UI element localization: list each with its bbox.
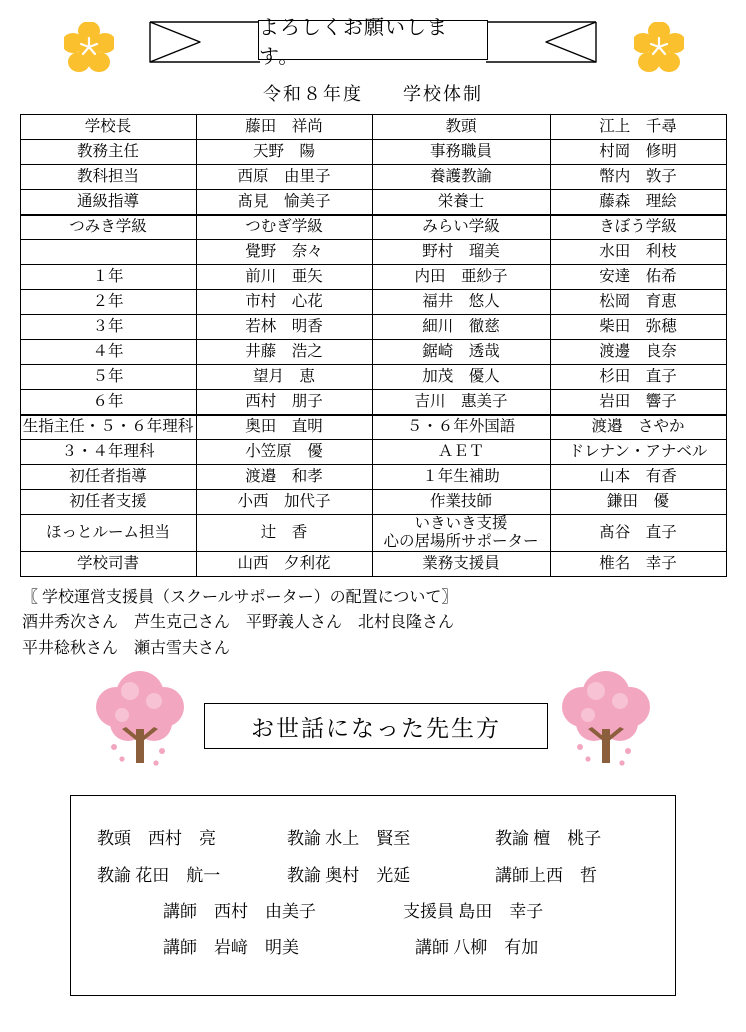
table-cell: いきいき支援 心の居場所サポーター [372, 515, 550, 552]
teacher-name: 講師 岩﨑 明美 [163, 937, 299, 957]
plum-blossom-icon [64, 22, 114, 72]
table-cell: 野村 瑠美 [372, 240, 550, 265]
note-line-2: 酒井秀次さん 芦生克己さん 平野義人さん 北村良隆さん [22, 614, 455, 632]
table-row [20, 265, 726, 290]
table-cell: 初任者支援 [20, 490, 196, 515]
table-cell: 西原 由里子 [196, 165, 372, 190]
table-cell: 椎名 幸子 [550, 551, 726, 576]
support-staff-note [22, 585, 746, 662]
page-subtitle: 令和８年度 学校体制 [263, 84, 483, 104]
cherry-blossom-tree-icon [558, 667, 654, 777]
table-cell: 天野 陽 [196, 140, 372, 165]
farewell-banner-title: お世話になった先生方 [204, 703, 548, 749]
table-cell: 渡邊 良奈 [550, 340, 726, 365]
header-banner-area [0, 8, 746, 76]
table-cell: 市村 心花 [196, 290, 372, 315]
table-cell: ドレナン・アナベル [550, 440, 726, 465]
table-cell: 内田 亜紗子 [372, 265, 550, 290]
table-cell: 教科担当 [20, 165, 196, 190]
teacher-row [71, 828, 675, 850]
table-cell: ほっとルーム担当 [20, 515, 196, 552]
table-cell: 幣内 敦子 [550, 165, 726, 190]
table-cell: 鎌田 優 [550, 490, 726, 515]
table-cell: 学校司書 [20, 551, 196, 576]
table-cell: 学校長 [20, 115, 196, 140]
table-row [20, 390, 726, 415]
cherry-blossom-tree-icon [92, 667, 188, 777]
table-row [20, 140, 726, 165]
teacher-row [71, 901, 675, 923]
table-row [20, 490, 726, 515]
table-row [20, 215, 726, 240]
table-cell: きぼう学級 [550, 215, 726, 240]
table-cell: 教頭 [372, 115, 550, 140]
table-cell: 教務主任 [20, 140, 196, 165]
table-row [20, 340, 726, 365]
table-cell: 杉田 直子 [550, 365, 726, 390]
table-cell: 小笠原 優 [196, 440, 372, 465]
table-cell: 望月 恵 [196, 365, 372, 390]
table-cell: 水田 利枝 [550, 240, 726, 265]
teacher-name: 教諭 花田 航一 [97, 865, 221, 885]
table-cell: 髙見 愉美子 [196, 190, 372, 215]
table-cell: ＡＥＴ [372, 440, 550, 465]
teacher-name: 支援員 島田 幸子 [403, 901, 544, 921]
table-cell: ４年 [20, 340, 196, 365]
table-cell: 髙谷 直子 [550, 515, 726, 552]
table-cell: 作業技師 [372, 490, 550, 515]
teacher-name: 教諭 檀 桃子 [495, 829, 602, 849]
table-cell: 山本 有香 [550, 465, 726, 490]
table-cell: 西村 朋子 [196, 390, 372, 415]
table-cell: 村岡 修明 [550, 140, 726, 165]
table-row [20, 551, 726, 576]
table-cell: 業務支援員 [372, 551, 550, 576]
table-cell: 柴田 弥穂 [550, 315, 726, 340]
table-cell: 江上 千尋 [550, 115, 726, 140]
table-cell [20, 240, 196, 265]
note-line-3: 平井稔秋さん 瀬古雪夫さん [22, 639, 231, 657]
teacher-name: 講師上西 哲 [495, 865, 597, 885]
table-cell: 初任者指導 [20, 465, 196, 490]
table-cell: 奥田 直明 [196, 415, 372, 440]
table-row [20, 115, 726, 140]
table-cell: 福井 悠人 [372, 290, 550, 315]
table-row [20, 440, 726, 465]
table-cell: 前川 亜矢 [196, 265, 372, 290]
banner-title: よろしくお願いします。 [258, 20, 488, 60]
table-cell: 渡邉 和孝 [196, 465, 372, 490]
table-cell: 辻 香 [196, 515, 372, 552]
table-cell: 山西 夕利花 [196, 551, 372, 576]
table-cell: みらい学級 [372, 215, 550, 240]
table-cell: １年 [20, 265, 196, 290]
table-cell: ３・４年理科 [20, 440, 196, 465]
table-cell: 加茂 優人 [372, 365, 550, 390]
table-cell: ５・６年外国語 [372, 415, 550, 440]
former-teachers-box [70, 795, 676, 995]
table-cell: つむぎ学級 [196, 215, 372, 240]
table-cell: 岩田 響子 [550, 390, 726, 415]
teacher-name: 教諭 水上 賢至 [287, 829, 411, 849]
table-row [20, 465, 726, 490]
table-cell: 通級指導 [20, 190, 196, 215]
staff-table [20, 114, 727, 577]
table-cell: 安達 佑希 [550, 265, 726, 290]
table-cell: 覺野 奈々 [196, 240, 372, 265]
table-cell: 栄養士 [372, 190, 550, 215]
table-row [20, 365, 726, 390]
farewell-header-area [0, 667, 746, 787]
table-cell: 井藤 浩之 [196, 340, 372, 365]
table-cell: 養護教諭 [372, 165, 550, 190]
table-cell: ３年 [20, 315, 196, 340]
table-cell: つみき学級 [20, 215, 196, 240]
table-cell: ６年 [20, 390, 196, 415]
table-cell: 細川 徹慈 [372, 315, 550, 340]
teacher-name: 講師 八柳 有加 [415, 937, 539, 957]
table-cell: 鋸崎 透哉 [372, 340, 550, 365]
table-cell: 吉川 惠美子 [372, 390, 550, 415]
table-row [20, 190, 726, 215]
table-row [20, 165, 726, 190]
table-cell: 松岡 育恵 [550, 290, 726, 315]
plum-blossom-icon [634, 22, 684, 72]
teacher-name: 講師 西村 由美子 [163, 901, 316, 921]
table-cell: ５年 [20, 365, 196, 390]
table-cell: １年生補助 [372, 465, 550, 490]
table-row [20, 415, 726, 440]
teacher-row [71, 937, 675, 959]
table-row [20, 290, 726, 315]
teacher-row [71, 865, 675, 887]
table-row [20, 515, 726, 552]
table-cell: 藤田 祥尚 [196, 115, 372, 140]
ribbon-banner [148, 18, 598, 66]
teacher-name: 教諭 奥村 光延 [287, 865, 411, 885]
table-row [20, 315, 726, 340]
table-cell: 小西 加代子 [196, 490, 372, 515]
table-cell: 若林 明香 [196, 315, 372, 340]
table-cell: ２年 [20, 290, 196, 315]
teacher-name: 教頭 西村 亮 [97, 829, 216, 849]
table-cell: 事務職員 [372, 140, 550, 165]
table-row [20, 240, 726, 265]
table-cell: 渡邉 さやか [550, 415, 726, 440]
table-cell: 生指主任・５・６年理科 [20, 415, 196, 440]
note-line-1: 〖 学校運営支援員（スクールサポーター）の配置について〗 [22, 588, 458, 606]
table-cell: 藤森 理絵 [550, 190, 726, 215]
